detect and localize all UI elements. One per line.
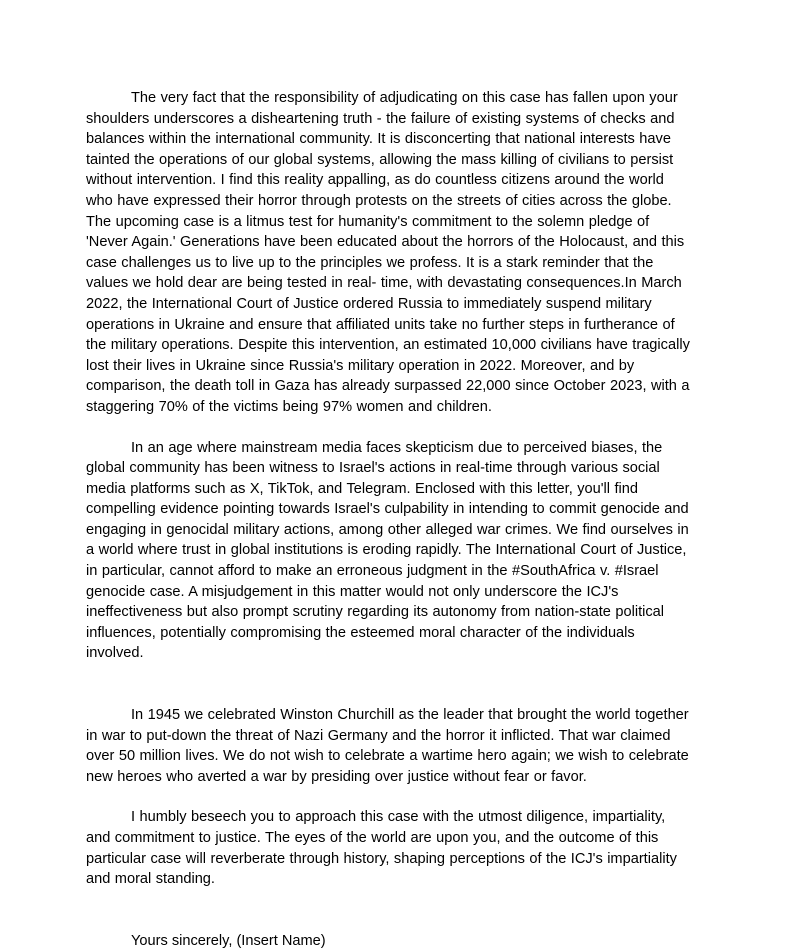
letter-paragraph-3: In 1945 we celebrated Winston Churchill as the leader that brought the world together in war to put-down the threat of Nazi Germany and the horror it inflicted. That war claimed over 50 million lives. We do not wish to celebrate a wartime hero again; we wish to celebrate new heroes who averted a war by presiding over justice without fear or favor. (86, 707, 694, 785)
letter-paragraph-1: The very fact that the responsibility of adjudicating on this case has fallen upon your shoulders underscores a disheartening truth - the failure of existing systems of checks and balances within the international community. It is disconcerting that national interests have tainted the operations of our global systems, allowing the mass killing of civilians to persist without intervention. I find this reality appalling, as do countless citizens around the world who have expressed their horror through protests on the streets of cities across the globe. The upcoming case is a litmus test for humanity's commitment to the solemn pledge of 'Never Again.' Generations have been educated about the horrors of the Holocaust, and this case challenges us to live up to the principles we profess. It is a stark reminder that the values we hold dear are being tested in real- time, with devastating consequences.In March 2022, the International Court of Justice ordered Russia to immediately suspend military operations in Ukraine and ensure that affiliated units take no further steps in furtherance of the military operations. Despite this intervention, an estimated 10,000 civilians have tragically lost their lives in Ukraine since Russia's military operation in 2022. Moreover, and by comparison, the death toll in Gaza has already surpassed 22,000 since October 2023, with a staggering 70% of the victims being 97% women and children. (86, 90, 695, 415)
closing-spacer (86, 890, 692, 931)
paragraph-spacer (86, 787, 692, 807)
letter-paragraph-4: I humbly beseech you to approach this case with the utmost diligence, impartiality, and commitment to justice. The eyes of the world are upon you, and the outcome of this particular case will reverberate through history, shaping perceptions of the ICJ's impartiality and moral standing. (86, 809, 682, 888)
signature-line: Yours sincerely, (Insert Name) (131, 932, 326, 949)
section-spacer (86, 664, 692, 705)
paragraph-spacer (86, 418, 692, 438)
letter-body (86, 88, 695, 951)
letter-paragraph-2: In an age where mainstream media faces skepticism due to perceived biases, the global community has been witness to Israel's actions in real-time through various social media platforms such as X, TikTok, and Telegram. Enclosed with this letter, you'll find compelling evidence pointing towards Israel's culpability in intending to commit genocide and engaging in genocidal military actions, among other alleged war crimes. We find ourselves in a world where trust in global institutions is eroding rapidly. The International Court of Justice, in particular, cannot afford to make an erroneous judgment in the #SouthAfrica v. #Israel genocide case. A misjudgement in this matter would not only underscore the ICJ's ineffectiveness but also prompt scrutiny regarding its autonomy from nation-state political influences, potentially compromising the esteemed moral character of the individuals involved. (86, 439, 694, 662)
